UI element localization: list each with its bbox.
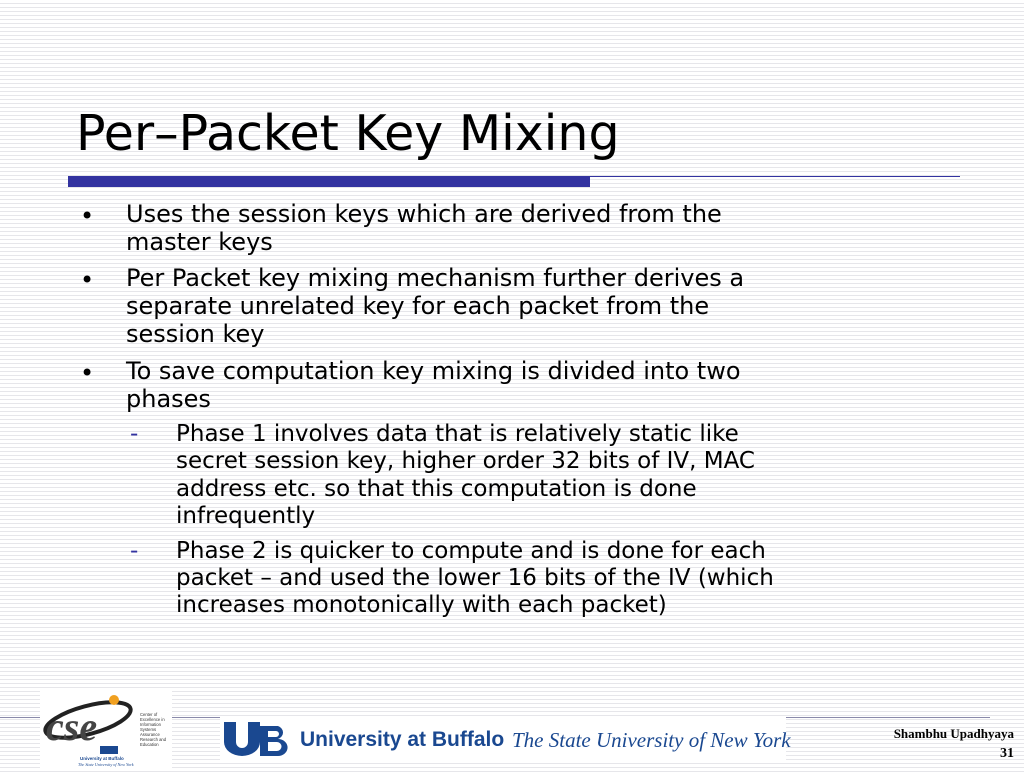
cse-ub-line-2: The State University of New York	[78, 762, 134, 767]
cse-logo-icon	[40, 690, 172, 768]
bullet-2-line-1: Per Packet key mixing mechanism further derives a	[126, 264, 745, 292]
page-number: 31	[1000, 746, 1014, 761]
cse-ub-line-1: University at Buffalo	[80, 756, 124, 761]
sub-bullet-dash: -	[130, 421, 139, 447]
bullet-marker: •	[80, 359, 95, 387]
ub-logo	[220, 716, 791, 762]
cse-logo	[40, 690, 172, 768]
sub-bullet-1-line-3: address etc. so that this computation is done	[176, 476, 697, 502]
bullet-1-line-2: master keys	[126, 228, 273, 256]
ub-subtitle: The State University of New York	[512, 728, 791, 752]
sub-bullet-1-line-2: secret session key, higher order 32 bits of IV, MAC	[176, 448, 755, 474]
sub-bullet-2-line-2: packet – and used the lower 16 bits of the IV (which	[176, 565, 774, 591]
bullet-3-line-2: phases	[126, 385, 211, 413]
cse-caption-line: Information	[140, 722, 161, 727]
cse-caption-line: Assurance	[140, 732, 160, 737]
sub-bullet-1-line-1: Phase 1 involves data that is relatively static like	[176, 421, 739, 447]
bullet-marker: •	[80, 202, 95, 230]
author-name: Shambhu Upadhyaya	[893, 726, 1014, 741]
cse-caption-line: Systems	[140, 727, 157, 732]
bullet-marker: •	[80, 266, 95, 294]
bullet-3-line-1: To save computation key mixing is divided into two	[126, 357, 741, 385]
slide-title: Per–Packet Key Mixing	[76, 105, 620, 162]
cse-caption-line: Research and	[140, 737, 167, 742]
bullet-2-line-3: session key	[126, 320, 265, 348]
ub-name: University at Buffalo	[300, 728, 505, 751]
sub-bullet-1-line-4: infrequently	[176, 503, 316, 529]
sub-bullet-2-line-1: Phase 2 is quicker to compute and is done for each	[176, 538, 766, 564]
cse-caption-line: Center of	[140, 712, 158, 717]
cse-caption-line: Excellence in	[140, 717, 165, 722]
sub-bullet-2-line-3: increases monotonically with each packet)	[176, 592, 667, 618]
sub-bullet-dash: -	[130, 538, 139, 564]
ub-logo-icon	[220, 720, 292, 758]
cse-caption-line: Education	[140, 742, 159, 747]
cse-logo-name: cse	[46, 704, 98, 749]
bullet-2-line-2: separate unrelated key for each packet from the	[126, 292, 710, 320]
bullet-1-line-1: Uses the session keys which are derived from the	[126, 200, 722, 228]
